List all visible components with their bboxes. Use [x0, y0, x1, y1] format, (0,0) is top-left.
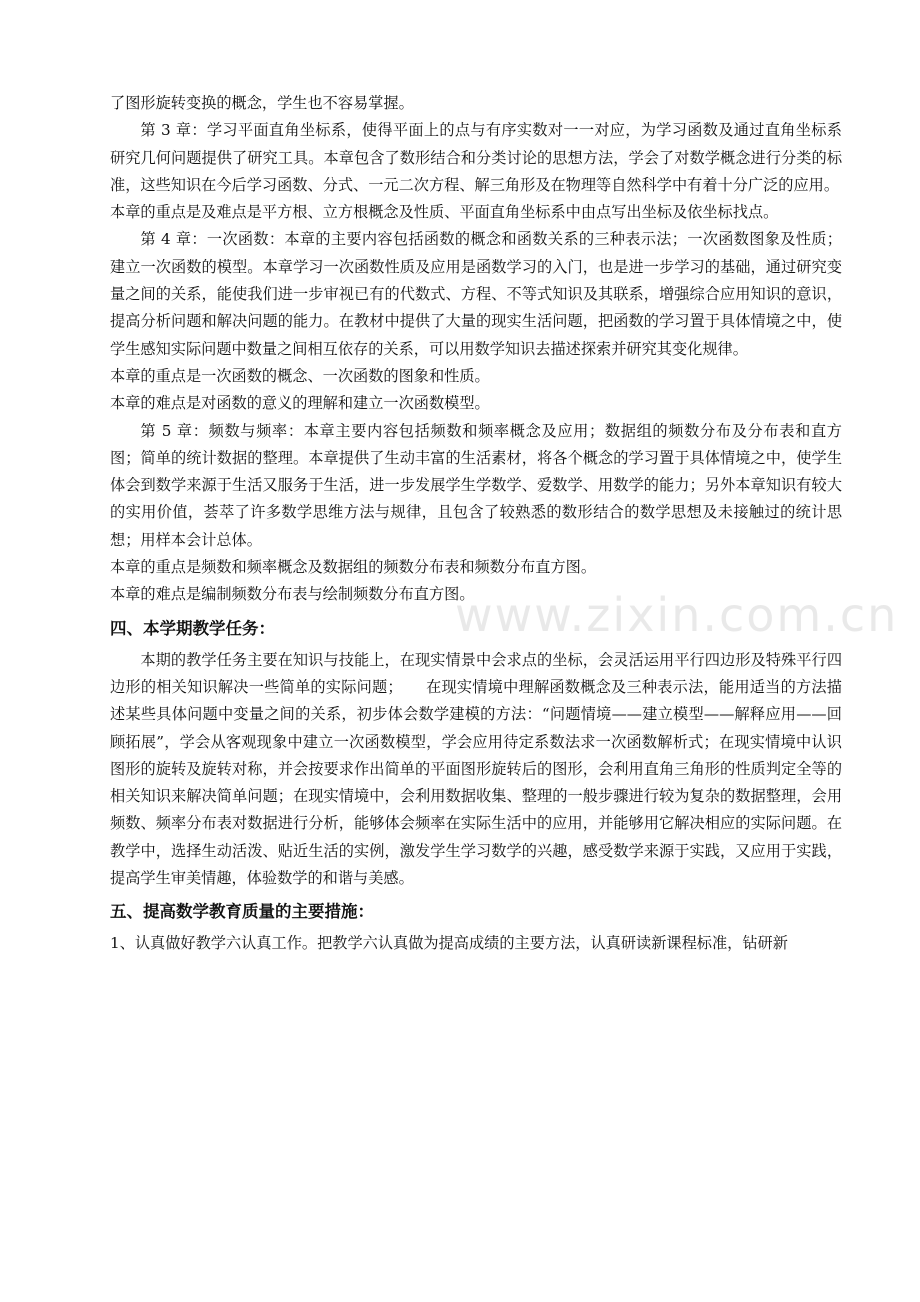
paragraph-chapter-5-difficulties: 本章的难点是编制频数分布表与绘制频数分布直方图。 [110, 585, 475, 604]
paragraph-chapter-4-difficulties: 本章的难点是对函数的意义的理解和建立一次函数模型。 [110, 394, 490, 413]
paragraph-chapter-3-key-points: 本章的重点是及难点是平方根、立方根概念及性质、平面直角坐标系中由点写出坐标及依坐标找点。 [110, 203, 779, 222]
paragraph-continuation: 了图形旋转变换的概念，学生也不容易掌握。 [110, 94, 414, 112]
section-4-body: 本期的教学任务主要在知识与技能上，在现实情景中会求点的坐标，会灵活运用平行四边形及特殊平行四边形的相关知识解决一些简单的实际问题； 在现实情境中理解函数概念及三种表示法，能用适当的方法描述某些具体问题中变量之间的关系，初步体会数学建模的方法：“问题情境——建立模型——解释应用——回顾拓展”，学会从客观现象中建立一次函数模型，学会应用待定系数法求一次函数解析式；在现实情境中认识图形的旋转及旋转对称，并会按要求作出简单的平面图形旋转后的图形，会利用直角三角形的性质判定全等的相关知识来解决简单问题；在现实情境中，会利用数据收集、整理的一般步骤进行较为复杂的数据整理，会用频数、频率分布表对数据进行分析，能够体会频率在实际生活中的应用，并能够用它解决相应的实际问题。在教学中，选择生动活泼、贴近生活的实例，激发学生学习数学的兴趣，感受数学来源于实践，又应用于实践，提高学生审美情趣，体验数学的和谐与美感。 [110, 650, 842, 888]
watermark-text: www.zixin.com.cn [455, 588, 899, 642]
document-page [110, 90, 842, 958]
paragraph-chapter-4: 第 4 章：一次函数：本章的主要内容包括函数的概念和函数关系的三种表示法；一次函数图象及性质；建立一次函数的模型。本章学习一次函数性质及应用是函数学习的入门，也是进一步学习的基础，通过研究变量之间的关系，能使我们进一步审视已有的代数式、方程、不等式知识及其联系，增强综合应用知识的意识，提高分析问题和解决问题的能力。在教材中提供了大量的现实生活问题，把函数的学习置于具体情境之中，使学生感知实际问题中数量之间相互依存的关系，可以用数学知识去描述探索并研究其变化规律。 [110, 230, 842, 358]
section-5-heading: 五、提高数学教育质量的主要措施： [110, 902, 374, 922]
paragraph-chapter-3: 第 3 章：学习平面直角坐标系，使得平面上的点与有序实数对一一对应，为学习函数及通过直角坐标系研究几何问题提供了研究工具。本章包含了数形结合和分类讨论的思想方法，学会了对数学概念进行分类的标准，这些知识在今后学习函数、分式、一元二次方程、解三角形及在物理等自然科学中有着十分广泛的应用。 [110, 121, 842, 194]
paragraph-chapter-4-key-points: 本章的重点是一次函数的概念、一次函数的图象和性质。 [110, 366, 490, 385]
paragraph-chapter-5-key-points: 本章的重点是频数和频率概念及数据组的频数分布表和频数分布直方图。 [110, 558, 596, 577]
section-4-heading: 四、本学期教学任务： [110, 618, 275, 638]
paragraph-chapter-5: 第 5 章：频数与频率：本章主要内容包括频数和频率概念及应用；数据组的频数分布及分布表和直方图；简单的统计数据的整理。本章提供了生动丰富的生活素材，将各个概念的学习置于具体情境之中，使学生体会到数学来源于生活又服务于生活，进一步发展学生学数学、爱数学、用数学的能力；另外本章知识有较大的实用价值，荟萃了许多数学思维方法与规律，且包含了较熟悉的数形结合的数学思想及未接触过的统计思想；用样本会计总体。 [110, 421, 842, 549]
section-5-item-1: 1、认真做好教学六认真工作。把教学六认真做为提高成绩的主要方法，认真研读新课程标准，钻研新 [110, 934, 788, 953]
